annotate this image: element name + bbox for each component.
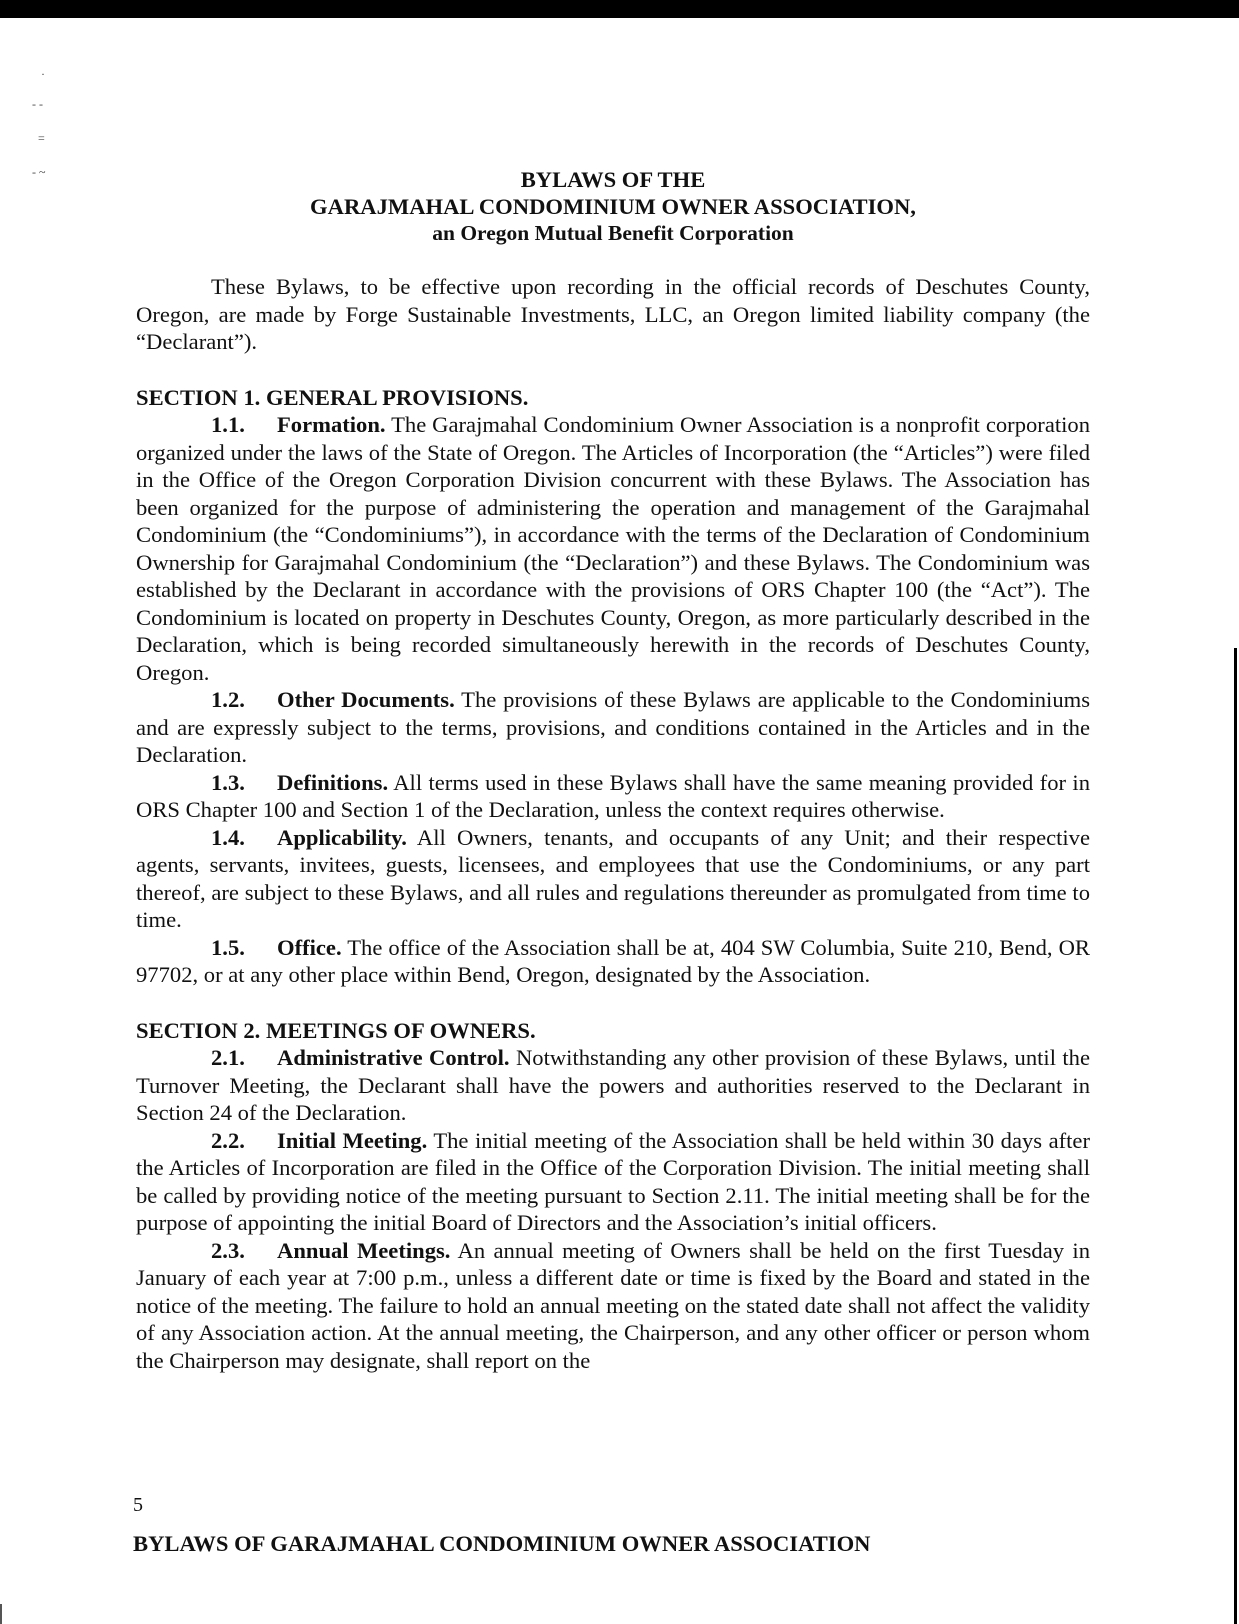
clause-text: All Owners, tenants, and occupants of any Unit; and their respective agents, servants, invitees, guests, licensees, and employees that use the Condominiums, or any part thereof, are subject to these Bylaws, and all rules and regulations thereunder as promulgated from time to time. <box>136 824 1090 932</box>
clause-heading: Other Documents. <box>277 687 455 712</box>
clause-text: The provisions of these Bylaws are applicable to the Condominiums and are expressly subject to the terms, provisions, and conditions contained in the Articles and in the Declaration. <box>136 687 1090 767</box>
clause-heading: Office. <box>277 934 342 960</box>
title-line-3: an Oregon Mutual Benefit Corporation <box>432 221 794 245</box>
section-1-5 <box>136 934 1090 989</box>
footer-title: BYLAWS OF GARAJMAHAL CONDOMINIUM OWNER ASSOCIATION <box>133 1531 871 1556</box>
scan-top-border <box>0 0 1239 18</box>
title-line-1: BYLAWS OF THE <box>520 167 706 192</box>
clause-heading: Initial Meeting. <box>277 1127 428 1153</box>
page-number: 5 <box>133 1494 143 1516</box>
clause-heading: Applicability. <box>277 824 407 850</box>
clause-number: 1.4. <box>211 824 245 850</box>
section-2-2 <box>136 1127 1090 1237</box>
clause-number: 1.3. <box>211 769 245 795</box>
clause-heading: Definitions. <box>277 769 389 795</box>
clause-text: An annual meeting of Owners shall be held on the first Tuesday in January of each year at 7:00 p.m., unless a different date or time is fixed by the Board and stated in the notice of the meeting. The failure to hold an annual meeting on the stated date shall not affect the validity of any Association action. At the annual meeting, the Chairperson, and any other officer or person whom the Chairperson may designate, shall report on the <box>136 1237 1090 1373</box>
scan-left-edge <box>0 1604 2 1624</box>
clause-text: The Garajmahal Condominium Owner Association is a nonprofit corporation organized under the laws of the State of Oregon. The Articles of Incorporation (the “Articles”) were filed in the Office of the Oregon Corporation Division concurrent with these Bylaws. The Association has been organized for the purpose of administering the operation and management of the Garajmahal Condominium (the “Condominiums”), in accordance with the terms of the Declaration of Condominium Ownership for Garajmahal Condominium (the “Declaration”) and these Bylaws. The Condominium was established by the Declarant in accordance with the provisions of ORS Chapter 100 (the “Act”). The Condominium is located on property in Deschutes County, Oregon, as more particularly described in the Declaration, which is being recorded simultaneously herewith in the records of Deschutes County, Oregon. <box>136 412 1090 685</box>
document-page <box>136 166 1090 1374</box>
clause-heading: Annual Meetings. <box>277 1237 451 1263</box>
clause-number: 2.3. <box>211 1237 245 1263</box>
title-line-2: GARAJMAHAL CONDOMINIUM OWNER ASSOCIATION, <box>310 194 916 219</box>
section-1-heading: SECTION 1. GENERAL PROVISIONS. <box>136 384 529 410</box>
clause-text: The office of the Association shall be at, 404 SW Columbia, Suite 210, Bend, OR 97702, or at any other place within Bend, Oregon, designated by the Association. <box>136 934 1090 987</box>
clause-text: All terms used in these Bylaws shall have the same meaning provided for in ORS Chapter 100 and Section 1 of the Declaration, unless the context requires otherwise. <box>136 769 1090 822</box>
clause-text: The initial meeting of the Association shall be held within 30 days after the Articles of Incorporation are filed in the Office of the Corporation Division. The initial meeting shall be called by providing notice of the meeting pursuant to Section 2.11. The initial meeting shall be for the purpose of appointing the initial Board of Directors and the Association’s initial officers. <box>136 1127 1090 1235</box>
clause-number: 2.2. <box>211 1127 245 1153</box>
clause-heading: Administrative Control. <box>277 1045 510 1070</box>
clause-number: 2.1. <box>211 1045 245 1070</box>
document-title <box>136 166 1090 247</box>
clause-heading: Formation. <box>277 412 386 437</box>
intro-paragraph: These Bylaws, to be effective upon recording in the official records of Deschutes County, Oregon, are made by Forge Sustainable Investments, LLC, an Oregon limited liability company (the “Declarant”). <box>136 274 1090 354</box>
section-1-1 <box>136 411 1090 686</box>
clause-number: 1.5. <box>211 934 245 960</box>
section-2-1 <box>136 1044 1090 1127</box>
section-2-heading: SECTION 2. MEETINGS OF OWNERS. <box>136 1017 536 1043</box>
clause-number: 1.1. <box>211 412 245 437</box>
scan-right-edge <box>1234 648 1237 1624</box>
section-2-3 <box>136 1237 1090 1375</box>
clause-text: Notwithstanding any other provision of these Bylaws, until the Turnover Meeting, the Declarant shall have the powers and authorities reserved to the Declarant in Section 24 of the Declaration. <box>136 1045 1090 1125</box>
scan-margin-marks: · - - = - ~ <box>32 67 46 179</box>
section-1-2 <box>136 686 1090 769</box>
clause-number: 1.2. <box>211 687 245 712</box>
section-1-4 <box>136 824 1090 934</box>
section-1-3 <box>136 769 1090 824</box>
